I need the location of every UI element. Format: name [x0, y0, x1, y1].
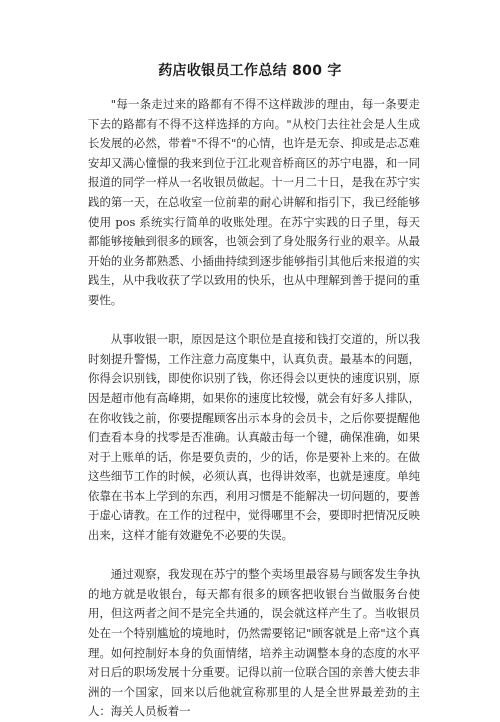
paragraph-3: 通过观察，我发现在苏宁的整个卖场里最容易与顾客发生争执的地方就是收银台，每天都有很多的顾客把收银台当做服务台使用，但这两者之间不是完全共通的，误会就这样产生了。当收银员处在一个特别尴尬的境地时，仍然需要铭记"顾客就是上帝"这个真理。如何控制好本身的负面情绪，培养主动调整本身的态度的水平对日后的职场发展十分重要。记得以前一位联合国的亲善大使去非洲的一个国家，回来以后他就宣称那里的人是全世界最差劲的主人：海关人员板着一 — [88, 567, 420, 719]
paragraph-1: "每一条走过来的路都有不得不这样跋涉的理由，每一条要走下去的路都有不得不这样选择的方向。"从校门去往社会是人生成长发展的必然，带着"不得不"的心情，也许是无奈、抑或是忐忑难安却又满心憧憬的我来到位于江北观音桥商区的苏宁电器，和一同报道的同学一样从一名收银员做起。十一月二十日，是我在苏宁实践的第一天，在总收室一位前辈的耐心讲解和指引下，我已经能够使用 pos 系统实行简单的收账处理。在苏宁实践的日子里，每天都能够接触到很多的顾客，也领会到了身处服务行业的艰辛。从最开始的业务都熟悉、小插曲持续到逐步能够指引其他后来报道的实践生，从中我收获了学以致用的快乐，也从中理解到善于提问的重要性。 — [88, 97, 420, 307]
paragraph-2: 从事收银一职，原因是这个职位是直接和钱打交道的，所以我时刻提升警惕，工作注意力高度集中，认真负责。最基本的问题，你得会识别钱，即使你识别了钱，你还得会以更快的速度识别，原因是超市他有高峰期，如果你的速度比较慢，就会有好多人排队，在你收钱之前，你要提醒顾客出示本身的会员卡，之后你要提醒他们查看本身的找零是否准确。认真敲击每一个键，确保准确，如果对于上账单的话，你是要负责的，少的话，你是要补上来的。在做这些细节工作的时候，必须认真，也得讲效率，也就是速度。单纯依靠在书本上学到的东西，利用习惯是不能解决一切问题的，要善于虚心请教。在工作的过程中，觉得哪里不会，要即时把情况反映出来，这样才能有效避免不必要的失误。 — [88, 332, 420, 543]
document-title: 药店收银员工作总结 800 字 — [158, 63, 342, 79]
document-body — [88, 95, 420, 722]
